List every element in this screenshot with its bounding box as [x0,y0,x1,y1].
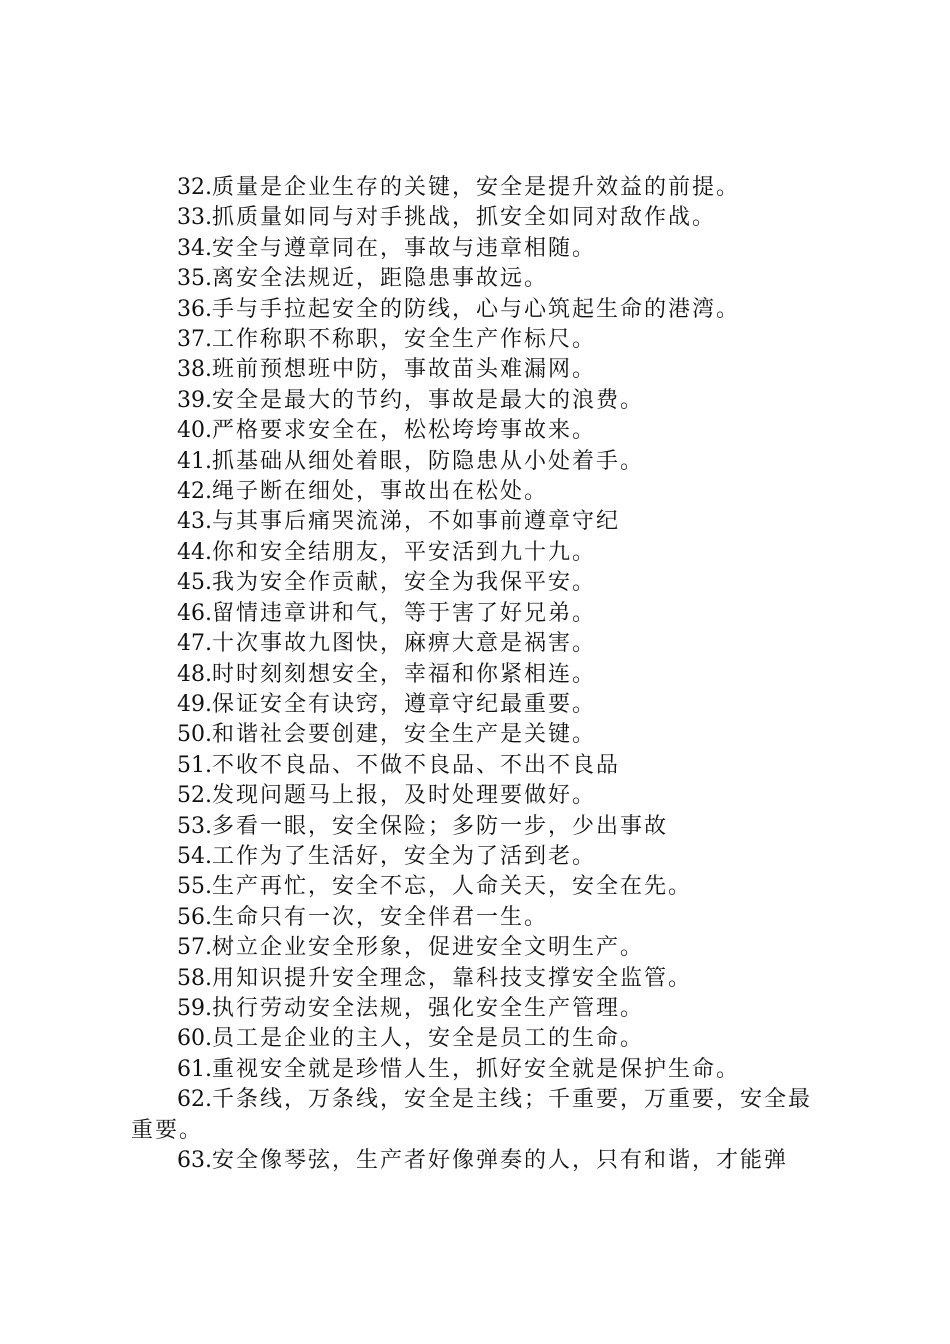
slogan-text: 班前预想班中防，事故苗头难漏网。 [212,357,597,383]
slogan-text: 工作称职不称职，安全生产作标尺。 [212,327,597,353]
slogan-item [131,660,831,690]
slogan-text: 安全是最大的节约，事故是最大的浪费。 [212,387,645,413]
slogan-item [131,416,831,446]
slogan-text: 多看一眼，安全保险；多防一步，少出事故 [212,813,669,839]
slogan-number: 47. [177,631,212,657]
slogan-number: 40. [177,418,212,444]
slogan-item [131,1146,831,1176]
slogan-text: 质量是企业生存的关键，安全是提升效益的前提。 [212,175,741,200]
slogan-text: 重视安全就是珍惜人生，抓好安全就是保护生命。 [212,1056,741,1082]
slogan-item [131,812,831,842]
slogan-text: 十次事故九图快，麻痹大意是祸害。 [212,631,597,657]
slogan-item [131,447,831,477]
slogan-item [131,507,831,537]
slogan-item [131,903,831,933]
slogan-text: 严格要求安全在，松松垮垮事故来。 [212,418,597,444]
slogan-item [131,994,831,1024]
slogan-item [131,538,831,568]
slogan-number: 53. [177,813,212,839]
slogan-item [131,325,831,355]
slogan-number: 49. [177,691,212,717]
slogan-number: 42. [177,479,212,505]
slogan-text: 发现问题马上报，及时处理要做好。 [212,783,597,809]
slogan-number: 54. [177,843,212,869]
slogan-text: 千条线，万条线，安全是主线；千重要，万重要，安全最重要。 [131,1087,813,1143]
slogan-item [131,751,831,781]
slogan-item [131,295,831,325]
slogan-number: 44. [177,539,212,565]
slogan-item [131,933,831,963]
slogan-text: 生产再忙，安全不忘，人命关天，安全在先。 [212,874,693,900]
slogan-text: 绳子断在细处，事故出在松处。 [212,479,549,505]
slogan-text: 生命只有一次，安全伴君一生。 [212,904,549,930]
slogan-number: 58. [177,965,212,991]
slogan-item [131,568,831,598]
slogan-item [131,690,831,720]
slogan-item [131,477,831,507]
slogan-number: 63. [177,1148,212,1173]
slogan-text: 树立企业安全形象，促进安全文明生产。 [212,935,645,961]
slogan-text: 与其事后痛哭流涕，不如事前遵章守纪 [212,509,621,535]
slogan-text: 员工是企业的主人，安全是员工的生命。 [212,1026,645,1052]
slogan-number: 60. [177,1026,212,1052]
slogan-item [131,1024,831,1054]
slogan-item [131,203,831,233]
slogan-item [131,386,831,416]
slogan-text: 执行劳动安全法规，强化安全生产管理。 [212,995,645,1021]
slogan-number: 37. [177,327,212,353]
slogan-item [131,720,831,750]
slogan-text: 保证安全有诀窍，遵章守纪最重要。 [212,691,597,717]
slogan-item [131,872,831,902]
slogan-item [131,599,831,629]
slogan-text: 安全与遵章同在，事故与违章相随。 [212,235,597,261]
slogan-item [131,264,831,294]
slogan-number: 34. [177,235,212,261]
slogan-number: 57. [177,935,212,961]
slogan-item [131,842,831,872]
slogan-item [131,173,831,203]
slogan-item [131,629,831,659]
slogan-text: 离安全法规近，距隐患事故远。 [212,266,549,292]
slogan-text: 安全像琴弦，生产者好像弹奏的人，只有和谐，才能弹 [212,1148,789,1173]
slogan-text: 你和安全结朋友，平安活到九十九。 [212,539,597,565]
slogan-number: 55. [177,874,212,900]
slogan-text: 抓基础从细处着眼，防隐患从小处着手。 [212,448,645,474]
slogan-item [131,781,831,811]
slogan-item [131,234,831,264]
slogan-number: 50. [177,722,212,748]
slogan-number: 32. [177,175,212,200]
slogan-number: 48. [177,661,212,687]
slogan-text: 抓质量如同与对手挑战，抓安全如同对敌作战。 [212,205,717,231]
slogan-number: 51. [177,752,212,778]
slogan-number: 43. [177,509,212,535]
slogan-list [131,173,831,1176]
slogan-item [131,355,831,385]
slogan-number: 61. [177,1056,212,1082]
slogan-number: 36. [177,296,212,322]
slogan-text: 用知识提升安全理念，靠科技支撑安全监管。 [212,965,693,991]
slogan-number: 33. [177,205,212,231]
slogan-number: 39. [177,387,212,413]
slogan-number: 52. [177,783,212,809]
slogan-item [131,1055,831,1085]
slogan-text: 时时刻刻想安全，幸福和你紧相连。 [212,661,597,687]
slogan-number: 62. [177,1087,212,1113]
slogan-number: 41. [177,448,212,474]
slogan-item [131,964,831,994]
slogan-text: 留情违章讲和气，等于害了好兄弟。 [212,600,597,626]
slogan-number: 56. [177,904,212,930]
slogan-number: 45. [177,570,212,596]
slogan-text: 我为安全作贡献，安全为我保平安。 [212,570,597,596]
slogan-text: 不收不良品、不做不良品、不出不良品 [212,752,621,778]
slogan-item [131,1085,831,1146]
slogan-text: 和谐社会要创建，安全生产是关键。 [212,722,597,748]
slogan-number: 35. [177,266,212,292]
slogan-text: 手与手拉起安全的防线，心与心筑起生命的港湾。 [212,296,741,322]
slogan-number: 46. [177,600,212,626]
slogan-text: 工作为了生活好，安全为了活到老。 [212,843,597,869]
slogan-number: 59. [177,995,212,1021]
slogan-number: 38. [177,357,212,383]
